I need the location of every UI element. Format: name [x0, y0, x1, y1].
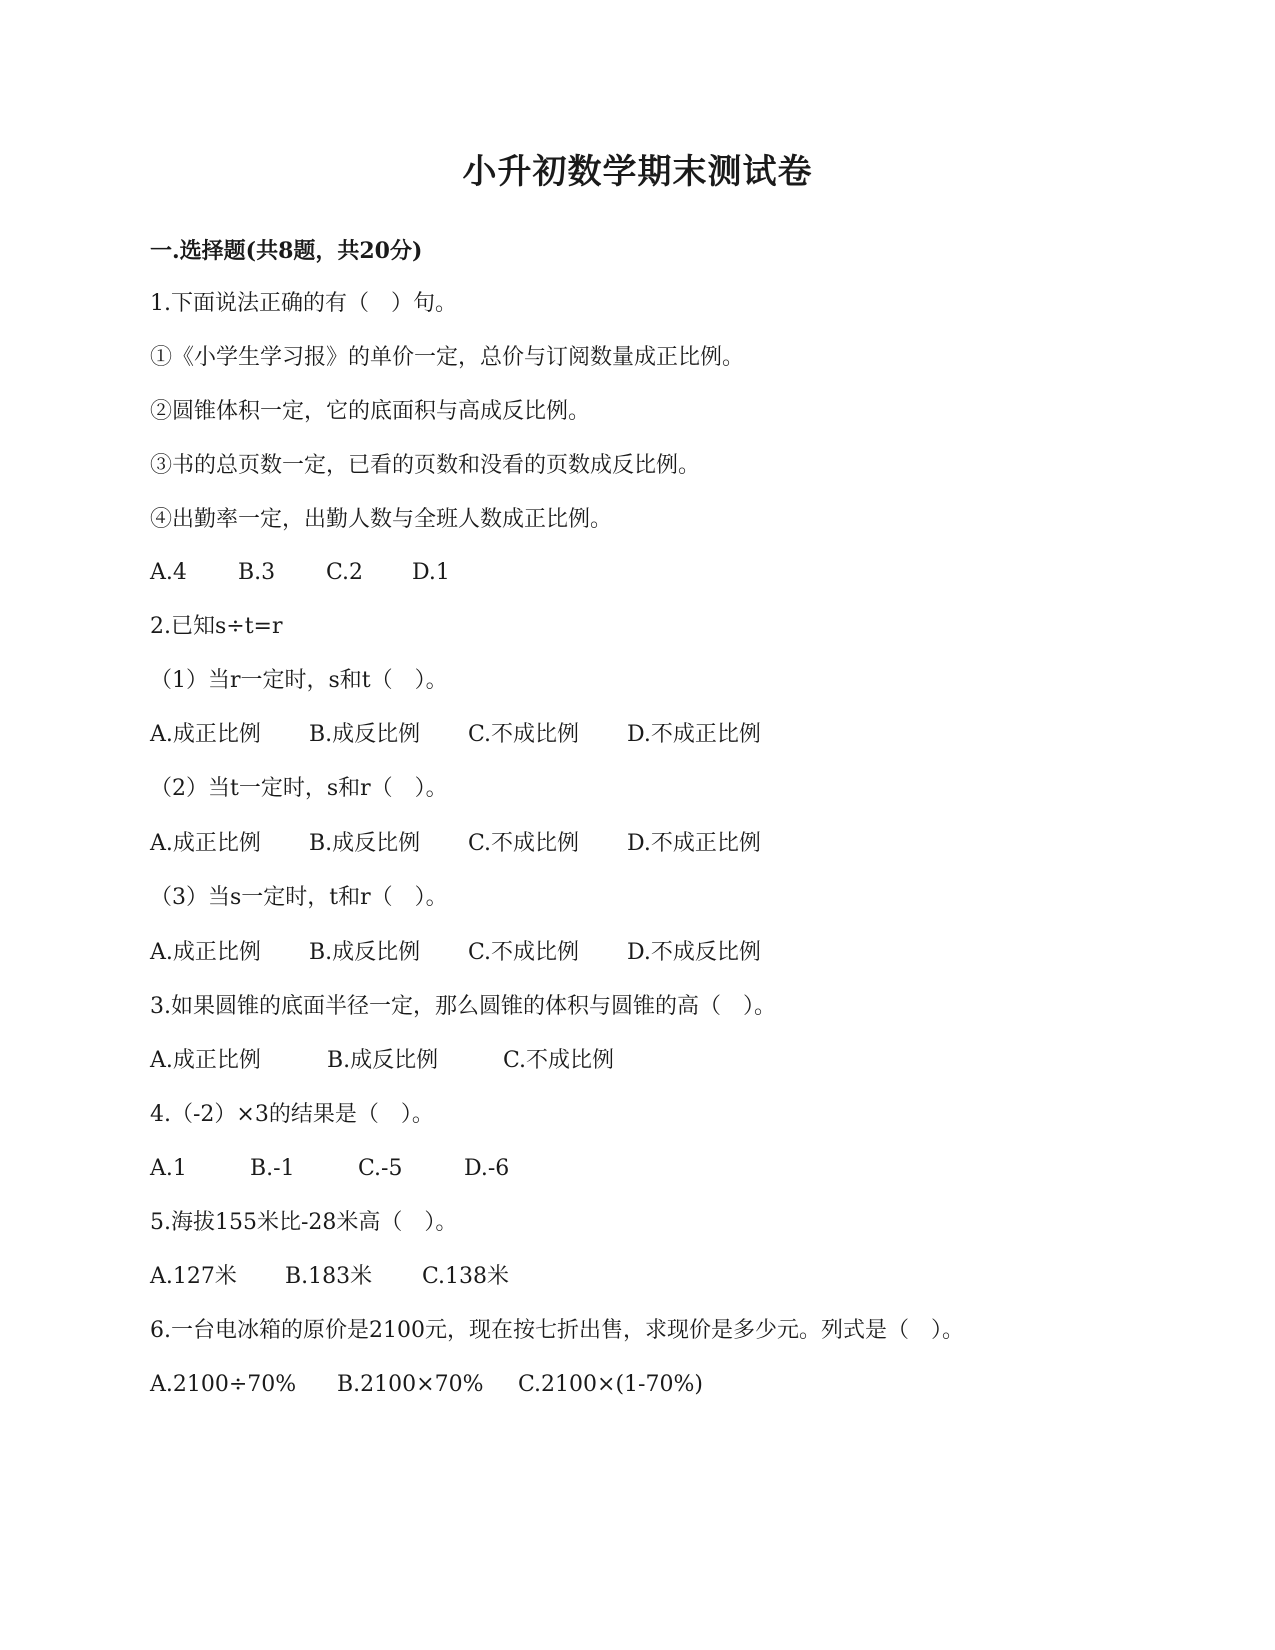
q1-option-a: A.4	[150, 560, 187, 585]
q2-part-2-prompt: （2）当t一定时，s和r（ ）。	[150, 776, 448, 801]
q2-part-2-options	[150, 829, 761, 859]
q2-part-2-option-d: D.不成正比例	[627, 831, 761, 856]
q3-stem: 3.如果圆锥的底面半径一定，那么圆锥的体积与圆锥的高（ ）。	[150, 994, 776, 1019]
q1-stem: 1.下面说法正确的有（ ）句。	[150, 291, 457, 316]
q3-option-c: C.不成比例	[503, 1048, 615, 1073]
q2-stem: 2.已知s÷t=r	[150, 614, 283, 639]
q6-options	[150, 1370, 703, 1400]
q3-option-a: A.成正比例	[150, 1048, 261, 1073]
q2-part-2-option-b: B.成反比例	[309, 831, 421, 856]
q1-option-d: D.1	[412, 560, 450, 585]
q1-statement-1: ①《小学生学习报》的单价一定，总价与订阅数量成正比例。	[150, 345, 745, 370]
q2-part-1-option-b: B.成反比例	[309, 722, 421, 747]
q1-statement-2: ②圆锥体积一定，它的底面积与高成反比例。	[150, 399, 591, 424]
q6-option-a: A.2100÷70%	[150, 1372, 297, 1397]
q1-statement-3: ③书的总页数一定，已看的页数和没看的页数成反比例。	[150, 453, 701, 478]
q2-part-3-option-b: B.成反比例	[309, 940, 421, 965]
q5-stem: 5.海拔155米比-28米高（ ）。	[150, 1210, 458, 1235]
q2-part-1-option-d: D.不成正比例	[627, 722, 761, 747]
q2-part-1-option-a: A.成正比例	[150, 722, 261, 747]
q5-option-a: A.127米	[150, 1264, 237, 1289]
q2-part-3-option-c: C.不成比例	[468, 940, 580, 965]
q1-option-b: B.3	[238, 560, 276, 585]
q2-part-3-option-a: A.成正比例	[150, 940, 261, 965]
q2-part-1-prompt: （1）当r一定时，s和t（ ）。	[150, 668, 448, 693]
q4-option-a: A.1	[150, 1156, 187, 1181]
q4-option-d: D.-6	[464, 1156, 510, 1181]
q2-part-3-option-d: D.不成反比例	[627, 940, 761, 965]
q5-options	[150, 1262, 509, 1292]
q6-stem: 6.一台电冰箱的原价是2100元，现在按七折出售，求现价是多少元。列式是（ ）。	[150, 1318, 964, 1343]
q2-part-2-option-c: C.不成比例	[468, 831, 580, 856]
q4-options	[150, 1154, 509, 1184]
q2-part-3-options	[150, 938, 761, 968]
q6-option-b: B.2100×70%	[337, 1372, 484, 1397]
q5-option-b: B.183米	[285, 1264, 373, 1289]
q3-option-b: B.成反比例	[327, 1048, 439, 1073]
q1-options	[150, 558, 450, 588]
q4-option-c: C.-5	[358, 1156, 403, 1181]
q6-option-c: C.2100×(1-70%)	[518, 1372, 703, 1397]
q2-part-3-prompt: （3）当s一定时，t和r（ ）。	[150, 885, 448, 910]
q2-part-1-options	[150, 720, 761, 750]
page-title: 小升初数学期末测试卷	[462, 152, 813, 192]
section-heading: 一.选择题(共8题，共20分)	[150, 238, 423, 264]
q4-stem: 4.（-2）×3的结果是（ ）。	[150, 1102, 434, 1127]
q3-options	[150, 1046, 614, 1076]
q4-option-b: B.-1	[250, 1156, 295, 1181]
q1-option-c: C.2	[326, 560, 364, 585]
q2-part-2-option-a: A.成正比例	[150, 831, 261, 856]
q2-part-1-option-c: C.不成比例	[468, 722, 580, 747]
q5-option-c: C.138米	[422, 1264, 510, 1289]
q1-statement-4: ④出勤率一定，出勤人数与全班人数成正比例。	[150, 507, 613, 532]
